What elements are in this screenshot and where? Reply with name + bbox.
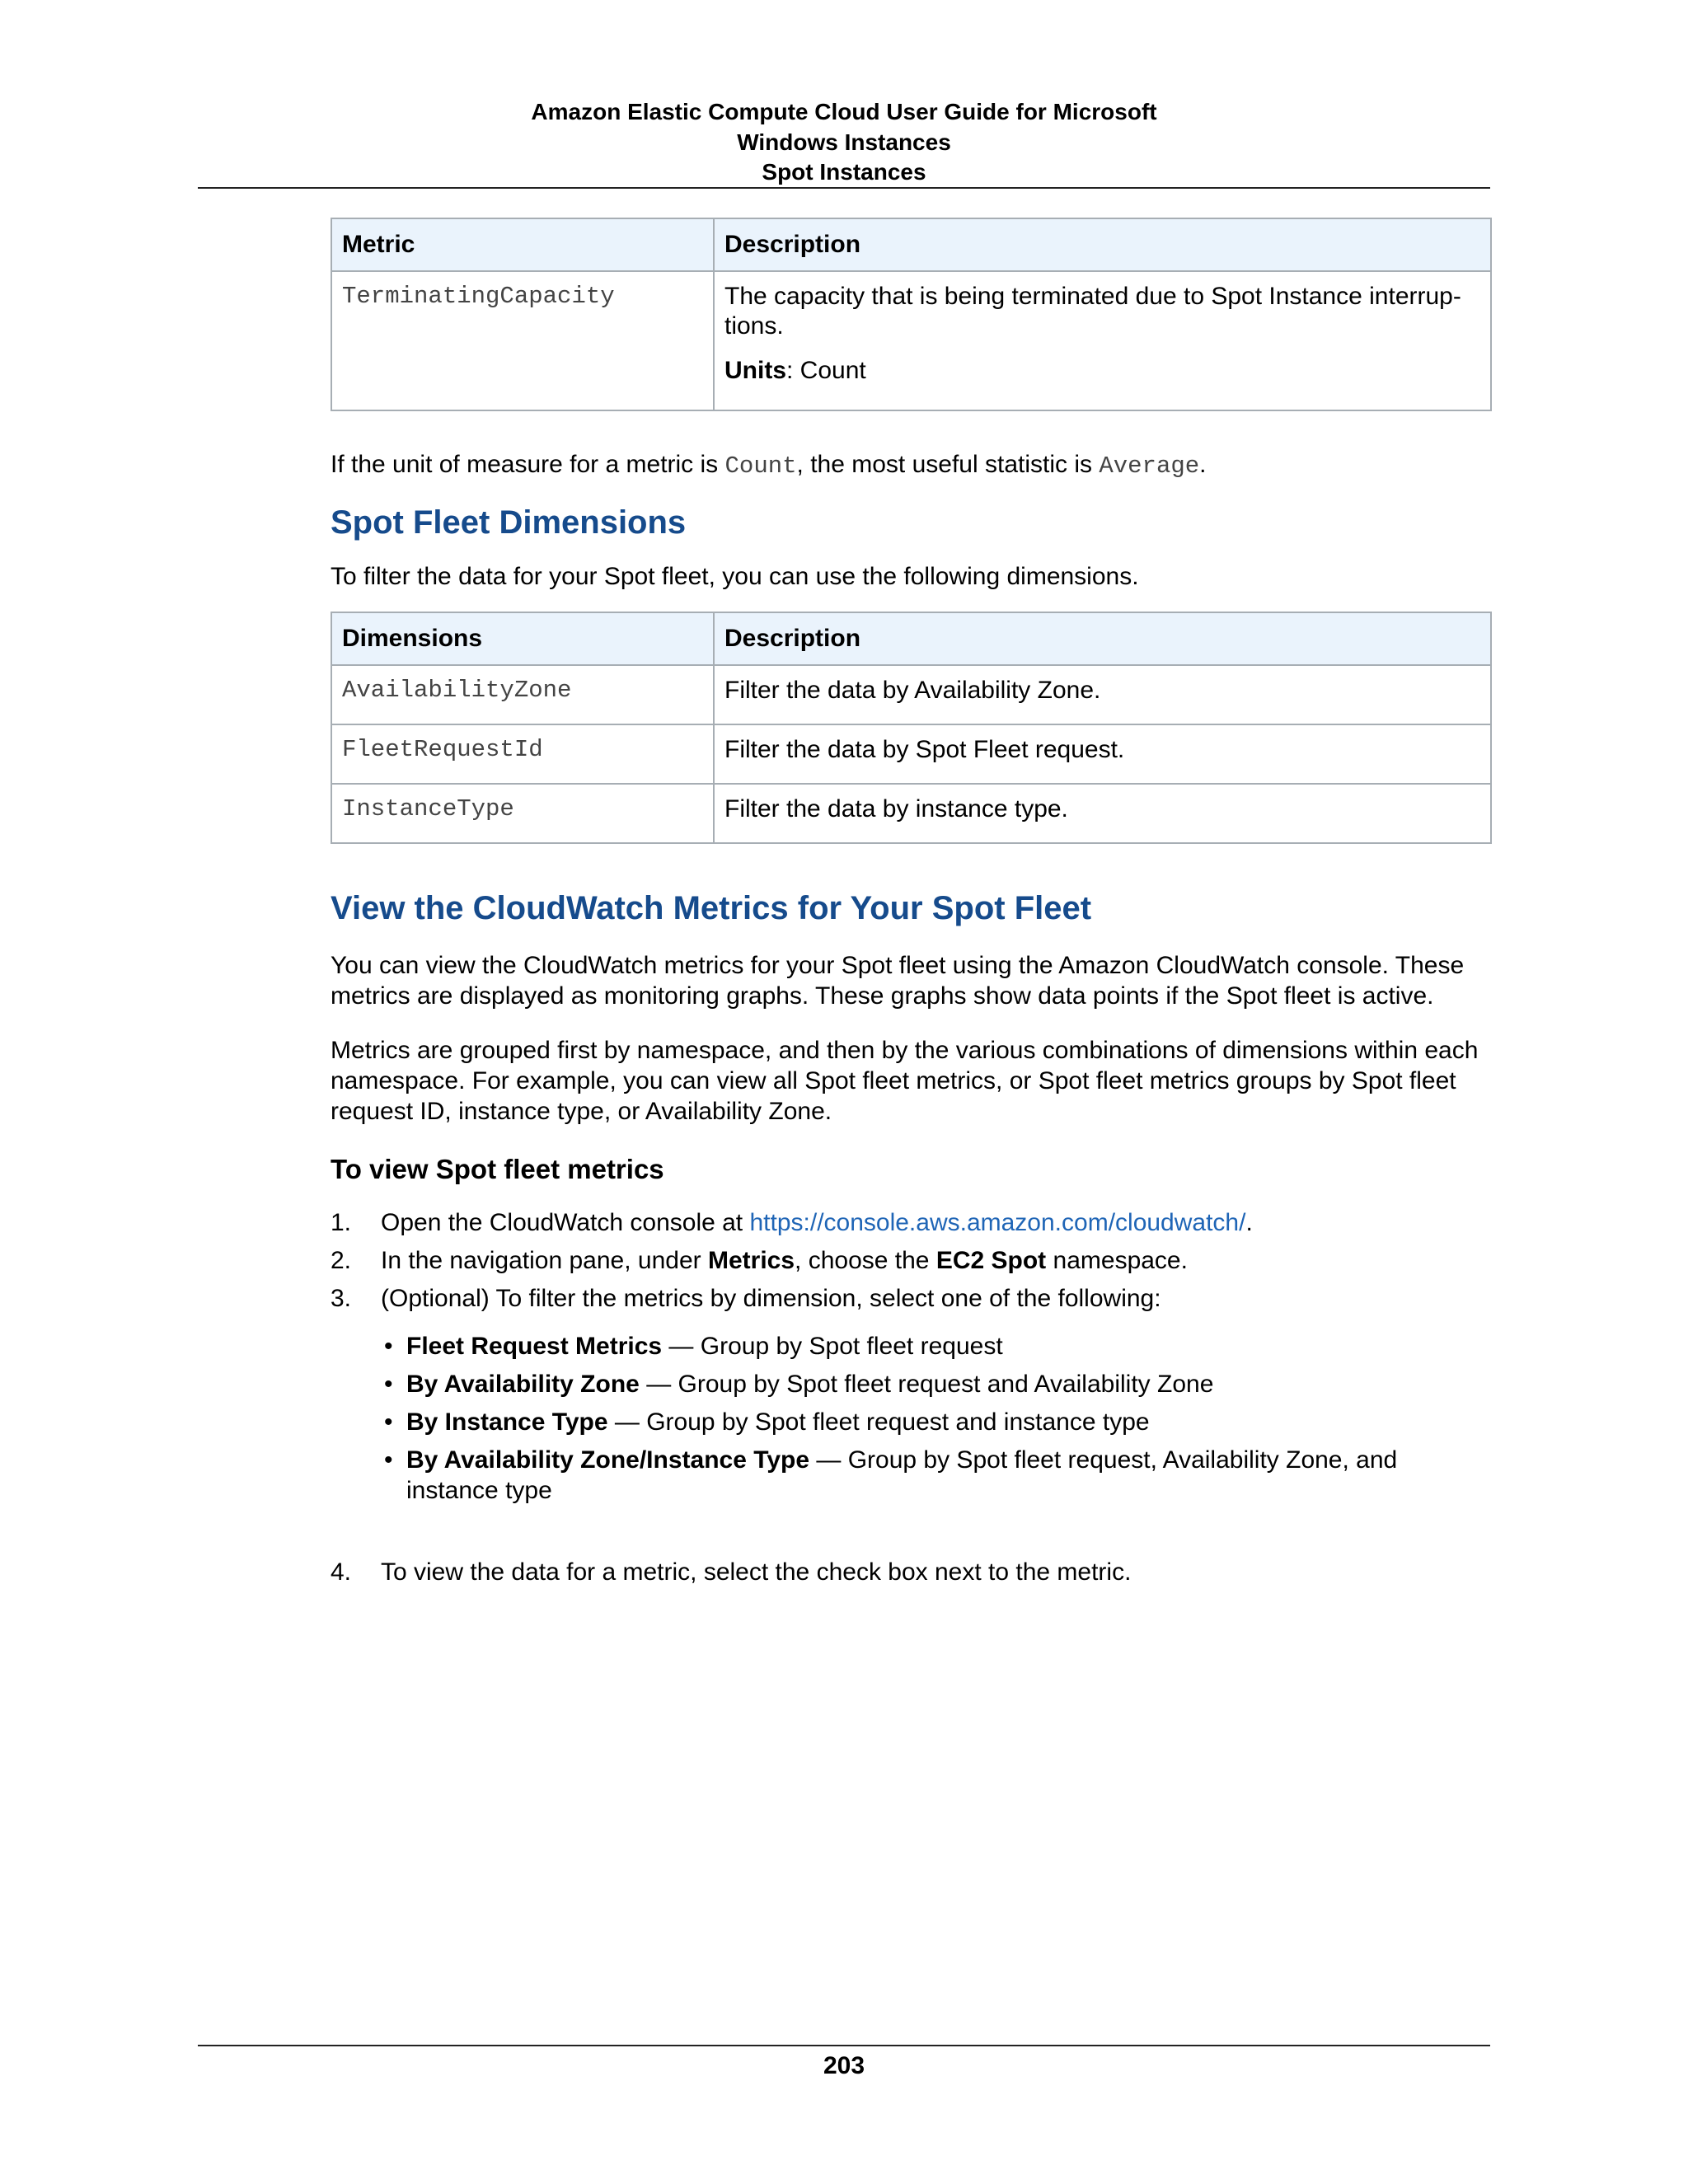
metrics-table: [331, 218, 1492, 411]
procedure-steps: [331, 1207, 1490, 1587]
option-desc: — Group by Spot fleet request and Availability Zone: [639, 1371, 1214, 1398]
dimension-name: InstanceType: [331, 784, 714, 843]
page-number: 203: [823, 2052, 865, 2079]
step-4: [331, 1557, 1490, 1587]
column-header-metric: Metric: [331, 218, 714, 271]
step-number: 3.: [331, 1285, 352, 1312]
code-average: Average: [1099, 452, 1200, 480]
list-item: [381, 1407, 1490, 1437]
metrics-label: Metrics: [707, 1247, 795, 1274]
metric-name: TerminatingCapacity: [331, 271, 714, 410]
unit-note-text-2: , the most useful statistic is: [796, 451, 1100, 478]
step-number: 2.: [331, 1247, 352, 1274]
table-row: [331, 784, 1491, 843]
step-3-text: (Optional) To filter the metrics by dimension, select one of the following:: [381, 1285, 1161, 1312]
column-header-description: Description: [714, 612, 1491, 665]
list-item: [381, 1369, 1490, 1399]
table-header-row: [331, 218, 1491, 271]
step-2: [331, 1245, 1490, 1276]
footer-rule: [198, 2045, 1490, 2046]
code-count: Count: [724, 452, 797, 480]
header-rule: [198, 187, 1490, 189]
dimension-name: FleetRequestId: [331, 724, 714, 784]
dimensions-table: [331, 612, 1492, 844]
header-title-line2: Windows Instances: [737, 129, 951, 155]
table-row: [331, 271, 1491, 410]
dimension-options: [381, 1331, 1490, 1506]
step-number: 1.: [331, 1209, 352, 1236]
unit-note: [331, 449, 1490, 481]
view-paragraph-2: Metrics are grouped first by namespace, and then by the various combinations of dimensions within each namespace. For example, you can view all Spot fleet metrics, or Spot fleet metrics groups by Spot fleet request ID, instance type, or Availability Zone.: [331, 1037, 1479, 1125]
page-content: [331, 218, 1490, 1595]
table-row: [331, 724, 1491, 784]
units-value: : Count: [786, 357, 866, 384]
metric-description: The capacity that is being terminated due to Spot Instance interrup-tions.: [724, 283, 1461, 340]
step-2-text-2: , choose the: [795, 1247, 936, 1274]
option-label: By Availability Zone/Instance Type: [406, 1446, 810, 1474]
procedure-title: To view Spot fleet metrics: [331, 1154, 664, 1184]
dimension-name: AvailabilityZone: [331, 665, 714, 724]
list-item: [381, 1445, 1490, 1506]
list-item: [381, 1331, 1490, 1361]
option-desc: — Group by Spot fleet request, Availability Zone, and instance type: [406, 1446, 1398, 1504]
step-1-text-end: .: [1245, 1209, 1253, 1236]
dimension-description: Filter the data by instance type.: [714, 784, 1491, 843]
option-label: Fleet Request Metrics: [406, 1333, 663, 1360]
step-4-text: To view the data for a metric, select the check box next to the metric.: [381, 1558, 1132, 1586]
step-1: [331, 1207, 1490, 1238]
option-desc: — Group by Spot fleet request and instance type: [607, 1408, 1150, 1436]
step-2-text-1: In the navigation pane, under: [381, 1247, 708, 1274]
metric-description-cell: [714, 271, 1491, 410]
section-heading-dimensions: Spot Fleet Dimensions: [331, 504, 687, 541]
column-header-dimensions: Dimensions: [331, 612, 714, 665]
ec2-spot-label: EC2 Spot: [935, 1247, 1047, 1274]
step-number: 4.: [331, 1558, 352, 1586]
unit-note-text-1: If the unit of measure for a metric is: [331, 451, 725, 478]
header-title-line1: Amazon Elastic Compute Cloud User Guide for Microsoft: [531, 99, 1157, 124]
step-2-text-3: namespace.: [1046, 1247, 1188, 1274]
section-heading-view-metrics: View the CloudWatch Metrics for Your Spot Fleet: [331, 890, 1092, 926]
table-row: [331, 665, 1491, 724]
units-label: Units: [724, 357, 786, 384]
dimension-description: Filter the data by Spot Fleet request.: [714, 724, 1491, 784]
step-1-text: Open the CloudWatch console at: [381, 1209, 750, 1236]
metric-units: [724, 356, 1480, 386]
header-section-title: Spot Instances: [762, 159, 926, 185]
unit-note-text-3: .: [1199, 451, 1207, 478]
option-label: By Instance Type: [406, 1408, 608, 1436]
option-label: By Availability Zone: [406, 1371, 640, 1398]
option-desc: — Group by Spot fleet request: [662, 1333, 1003, 1360]
page-header: [198, 97, 1490, 188]
dimension-description: Filter the data by Availability Zone.: [714, 665, 1491, 724]
step-3: [331, 1283, 1490, 1506]
column-header-description: Description: [714, 218, 1491, 271]
table-header-row: [331, 612, 1491, 665]
cloudwatch-console-link[interactable]: https://console.aws.amazon.com/cloudwatch/: [749, 1209, 1246, 1236]
view-paragraph-1: You can view the CloudWatch metrics for your Spot fleet using the Amazon CloudWatch console. These metrics are displayed as monitoring graphs. These graphs show data points if the Spot fleet is active.: [331, 952, 1465, 1010]
dimensions-intro: To filter the data for your Spot fleet, you can use the following dimensions.: [331, 563, 1139, 590]
